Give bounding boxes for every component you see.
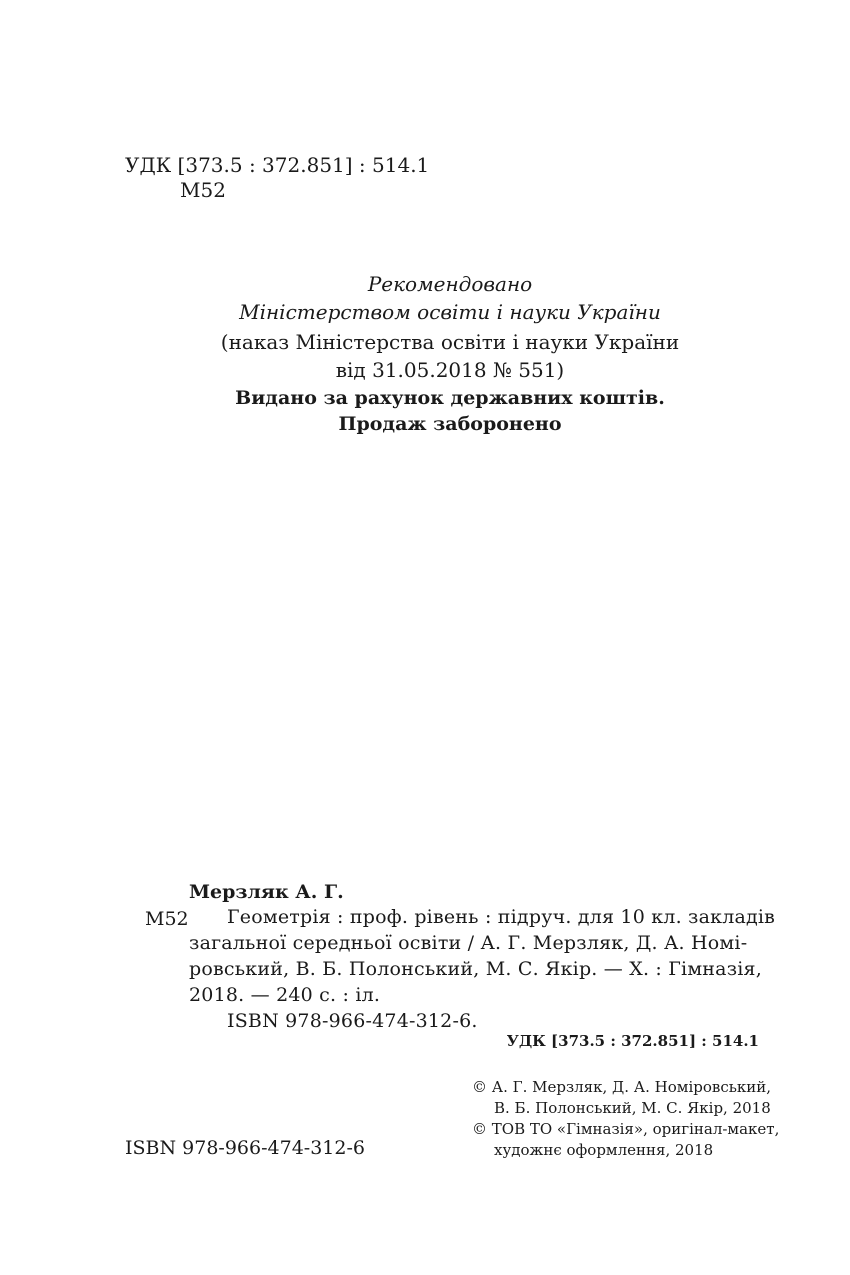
copyright-line: © А. Г. Мерзляк, Д. А. Номіровський, [472,1078,772,1096]
recommendation-line-2: Міністерством освіти і науки України [239,300,661,324]
funding-notice [0,385,850,437]
copyright-line: © ТОВ ТО «Гімназія», оригінал-макет, [472,1120,780,1138]
biblio-author: Мерзляк А. Г. [189,881,344,903]
catalog-code: М52 [180,178,226,202]
funding-notice-line-1: Видано за рахунок державних коштів. [235,387,665,409]
copyright-line: В. Б. Полонський, М. С. Якір, 2018 [494,1099,771,1117]
biblio-description [189,904,776,1034]
recommendation-order-line-1: (наказ Міністерства освіти і науки України [220,330,680,354]
biblio-udk: УДК [373.5 : 372.851] : 514.1 [506,1032,759,1050]
copyright-line: художнє оформлення, 2018 [494,1141,714,1159]
isbn: ISBN 978-966-474-312-6 [125,1137,365,1159]
funding-notice-line-2: Продаж заборонено [338,413,562,435]
biblio-description-line: загальної середньої освіти / А. Г. Мерзляк, Д. А. Номі- [189,932,748,954]
udk-code: УДК [373.5 : 372.851] : 514.1 [125,153,430,177]
biblio-description-line: Геометрія : проф. рівень : підруч. для 10 кл. закладів [227,906,776,928]
biblio-description-line: ровський, В. Б. Полонський, М. С. Якір. — Х. : Гімназія, [189,958,762,980]
biblio-catalog-code: М52 [145,908,189,930]
copyright-block [472,1077,779,1161]
biblio-description-line: 2018. — 240 с. : іл. [189,984,381,1006]
recommendation-block [0,270,850,384]
biblio-isbn: ISBN 978-966-474-312-6. [227,1010,478,1032]
recommendation-order-line-2: від 31.05.2018 № 551) [335,358,565,382]
recommendation-line-1: Рекомендовано [367,272,533,296]
